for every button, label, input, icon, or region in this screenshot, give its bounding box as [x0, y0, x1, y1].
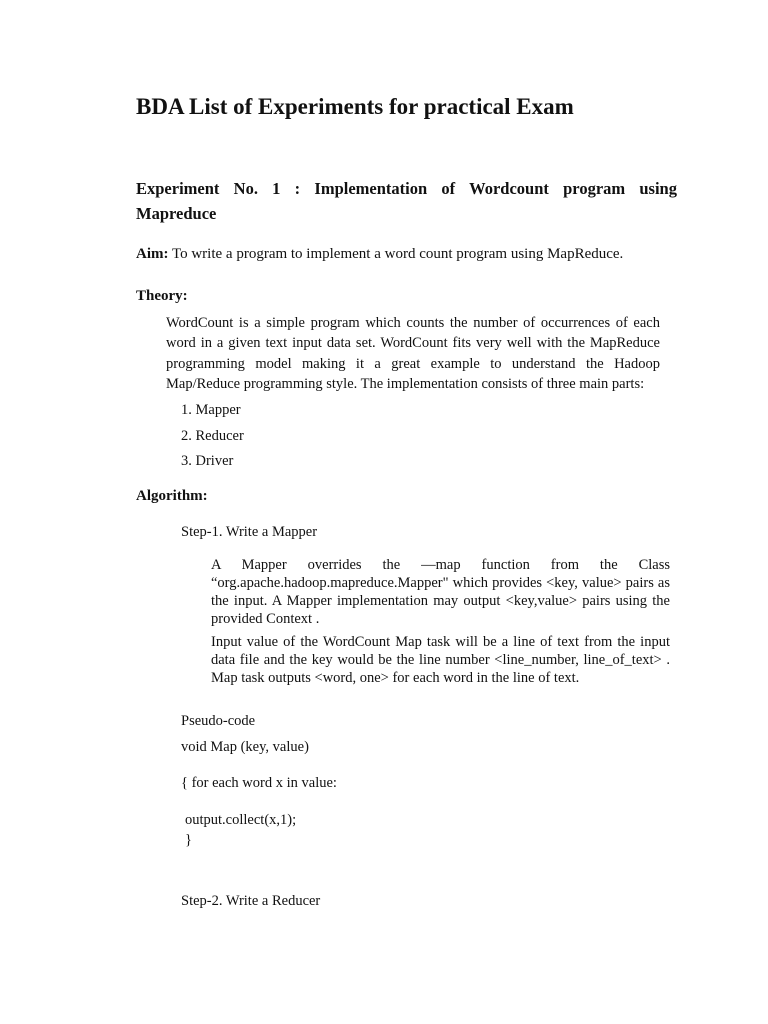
code-line: void Map (key, value) — [181, 739, 309, 755]
parts-list — [181, 400, 244, 477]
pseudo-code-label: Pseudo-code — [181, 713, 256, 729]
experiment-heading: Experiment No. 1 : Implementation of Wordcount program using Mapreduce — [136, 179, 677, 223]
theory-label: Theory: — [136, 288, 188, 304]
list-item: 3. Driver — [181, 453, 234, 469]
list-item: 1. Mapper — [181, 402, 241, 418]
theory-paragraph: WordCount is a simple program which counts the number of occurrences of each word in a given text input data set. WordCount fits very well with the MapReduce programming model making it a great example to understand the Hadoop Map/Reduce programming style. The implementation consists of three main parts: — [166, 315, 660, 392]
aim-text: To write a program to implement a word count program using MapReduce. — [168, 246, 624, 262]
algorithm-label: Algorithm: — [136, 488, 208, 504]
map-input-description: Input value of the WordCount Map task will be a line of text from the input data file and the key would be the line number <line_number, line_of_text> . Map task outputs <word, one> for each word in the line of text. — [211, 634, 670, 686]
code-line: { for each word x in value: — [181, 775, 337, 791]
step1-title: Step-1. Write a Mapper — [181, 524, 318, 540]
step2-title: Step-2. Write a Reducer — [181, 893, 321, 909]
aim-paragraph — [136, 246, 623, 263]
code-line: output.collect(x,1); — [185, 812, 297, 828]
code-line: } — [185, 832, 192, 848]
document-title: BDA List of Experiments for practical Exam — [136, 94, 574, 119]
mapper-description: A Mapper overrides the —map function from the Class “org.apache.hadoop.mapreduce.Mapper" which provides <key, value> pairs as the input. A Mapper implementation may output <key,value> pairs using the provided Context . — [211, 557, 670, 627]
aim-label: Aim: — [136, 246, 169, 262]
list-item: 2. Reducer — [181, 427, 244, 444]
